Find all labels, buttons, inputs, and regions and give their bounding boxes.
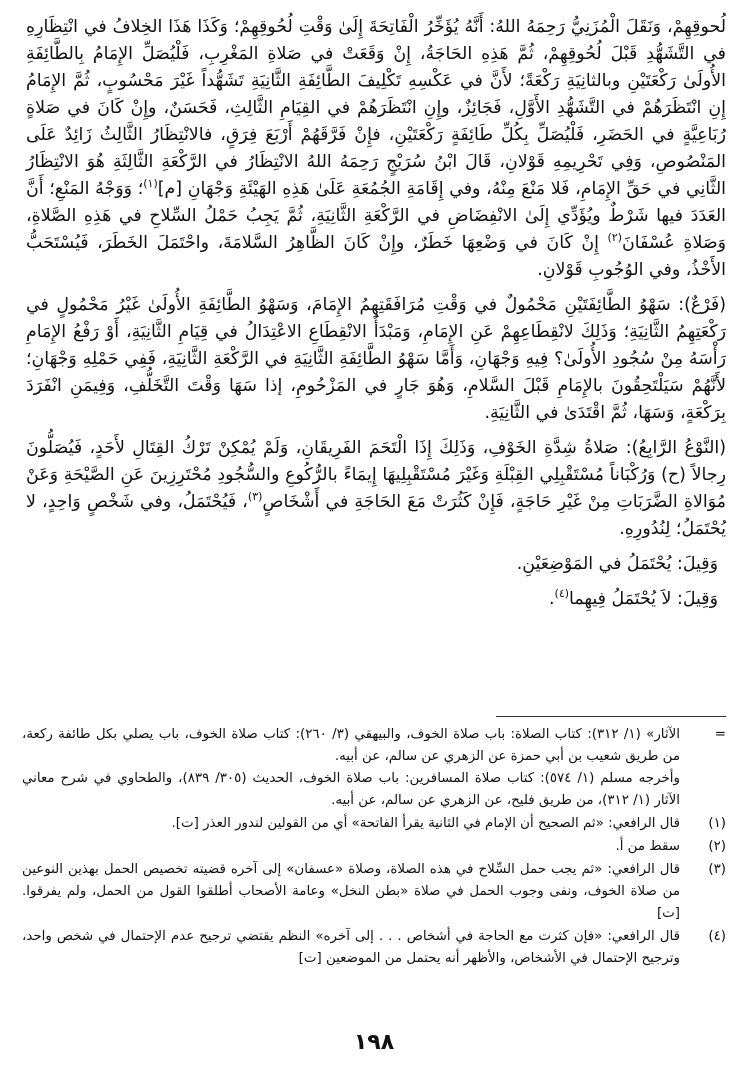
footnote-continuation-text [22, 724, 680, 812]
paragraph-1-text: لُحوقِهِمْ، وَنَقَلَ الْمُزَنِيُّ رَحِمَهُ اللهُ: أَنَّهُ يُؤَخِّرُ الْفَاتِحَةَ إِلَىٰ وَقْتِ لُحُوقِهِمْ؛ وَكَذَا هَذَا الخِلافُ في انْتِظَارِهِ في التَّشَهُّدِ قَبْلَ لُحُوقِهِمْ، ثُمَّ هَذِهِ الحَاجَةُ، إِنْ وَقَعَتْ في صَلاةِ المَغْرِبِ، فَلْيُصَلِّ الإِمَامُ بِالطَّائِفَةِ الأُولَىٰ رَكْعَتَيْنِ وبالثانِيَةِ رَكْعَةً؛ لأَنَّ في عَكْسِهِ تَكْلِيفَ الطَّائِفَةِ الثَّانِيَةِ تَشَهُّداً غَيْرَ مَحْسُوبٍ، ثُمَّ الإِمَامُ إِنِ انْتَظَرَهُمْ في التَّشَهُّدِ الأَوَّلِ، فَجَائِزٌ، وإِنِ انْتَظَرَهُمْ في القِيَامِ الثَّالِثِ، فَحَسَنٌ، وإِنْ كَانَ في صَلاةٍ رُبَاعِيَّةٍ في الحَضَرِ، فَلْيُصَلِّ بِكُلِّ طَائِفَةٍ رَكْعَتَيْنِ، فإِنْ فَرَّقَهُمْ أَرْبَعَ فِرَقٍ، فالانْتِظَارُ الثَّالِثُ زَائِدٌ عَلَى المَنْصُوصِ، وَفِي تَحْرِيمِهِ قَوْلانِ، قَالَ ابْنُ سُرَيْجٍ رَحِمَهُ اللهُ الانْتِظَارُ في الرَّكْعَةِ الثَّالِثَةِ هُوَ الانْتِظَارُ الثَّانِي في حَقِّ الإِمَامِ، فَلا مَنْعَ مِنْهُ، وفي إِقَامَةِ الجُمُعَةِ عَلَىٰ هَذِهِ الهَيْئَةِ وَجْهَانِ [م] [26, 17, 726, 199]
footnote-text: قال الرافعي: «ثم يجب حمل السِّلاح في هذه الصلاة، وصلاة «عسفان» إلى آخره قضيته تخصيص الحمل بهذين النوعين من صلاة الخوف، ونفى وجوب الحمل في صلاة «بطن النخل» وعامة الأصحاب أطلقوا القول من الحمل، ولم يفرقوا. [ت] [22, 862, 680, 921]
main-text [26, 14, 726, 613]
paragraph-3 [26, 435, 726, 543]
footnote-ref-1[interactable]: (١) [143, 177, 158, 191]
paragraph-1 [26, 14, 726, 284]
opinion-line-1: وَقِيلَ: يُحْتَمَلُ في المَوْضِعَيْنِ. [516, 554, 718, 574]
paragraph-3-text-b: ، فَيُحْتَمَلُ، وفي شَخْصٍ وَاحِدٍ، لا يُحْتَمَلُ؛ لِنُدُورِهِ. [26, 492, 726, 539]
footnote-ref-4[interactable]: (٤) [554, 587, 570, 601]
footnote-number: (٤) [708, 929, 726, 944]
footnote-text: قال الرافعي: «فإن كثرت مع الحاجة في أشخاص . . . إلى آخره» النظم يقتضي ترجيح عدم الإحتمال في شخص واحد، وترجيح الإحتمال في الأشخاص، والأظهر أنه يحتمل من الموضعين [ت] [22, 929, 680, 966]
footnote-number: (٣) [708, 862, 726, 877]
footnote-text: سقط من أ. [615, 839, 680, 854]
footnote-text: قال الرافعي: «ثم الصحيح أن الإمام في الثانية يقرأ الفاتحة» أي من القولين لندور العذر [ت]. [171, 816, 680, 831]
footnote-ref-3[interactable]: (٣) [247, 490, 263, 504]
opinion-line-2-end: . [548, 589, 555, 609]
footnote-2 [22, 836, 726, 858]
opinion-line-2 [26, 586, 726, 613]
paragraph-3-text: (النَّوْعُ الرَّابِعُ): صَلاةُ شِدَّةِ الخَوْفِ، وَذَلِكَ إِذَا الْتَحَمَ الفَرِيقَانِ، وَلَمْ يُمْكِنْ تَرْكُ القِتَالِ لأَحَدٍ، فَيُصَلُّونَ رِجالاً (ح) وَرُكْبَاناً مُسْتَقْبِلِي القِبْلَةِ وَغَيْرَ مُسْتَقْبِلِيهَا إِيمَاءً بالرُّكُوعِ والسُّجُودِ مُحْتَرِزِينَ عَنِ الصَّيْحَةِ وَعَنْ مُوَالاةِ الضَّرَبَاتِ مِنْ غَيْرِ حَاجَةٍ، فَإِنْ كَثُرَتْ مَعَ الحَاجَةِ في أَشْخَاصٍ [26, 438, 726, 512]
footnotes [22, 724, 726, 971]
footnote-3 [22, 859, 726, 925]
footnote-divider [496, 716, 726, 717]
opinion-line-2-text: وَقِيلَ: لاَ يُحْتَمَلُ فِيهِما [569, 589, 718, 609]
footnote-ref-2[interactable]: (٢) [607, 231, 623, 245]
continuation-mark: = [714, 727, 726, 742]
footnote-continuation-line-1: الآثار» (١/ ٣١٢): كتاب الصلاة: باب صلاة الخوف، والبيهقي (٣/ ٢٦٠): كتاب صلاة الخوف، باب يصلي بكل طائفة ركعة، من طريق شعيب بن أبي حمزة عن الزهري عن سالم، عن أبيه. [22, 727, 680, 764]
footnote-continuation-line-2: وأخرجه مسلم (١/ ٥٧٤): كتاب صلاة المسافرين: باب صلاة الخوف، الحديث (٣٠٥/ ٨٣٩)، والطحاوي في شرح معاني الآثار (١/ ٣١٢)، من طريق فليح، عن الزهري عن سالم، عن أبيه. [22, 771, 680, 808]
footnote-4 [22, 926, 726, 970]
footnote-number: (١) [708, 816, 726, 831]
footnote-number: (٢) [708, 839, 726, 854]
footnote-1 [22, 813, 726, 835]
footnote-continuation [22, 724, 726, 812]
page-number: ١٩٨ [353, 1030, 395, 1055]
paragraph-1-text-c: إِنْ كَانَ في وَضْعِهَا خَطَرٌ، وإِنْ كَانَ الظَّاهِرُ السَّلامَةَ، واحْتَمَلَ الخَطَرَ، فَيُسْتَحَبُّ الأَخْذُ، وفي الوُجُوبِ قَوْلانِ. [26, 233, 726, 280]
paragraph-2: (فَرْعٌ): سَهْوُ الطَّائِفَتَيْنِ مَحْمُولٌ في وَقْتِ مُرَافَقَتِهِمُ الإِمَامَ، وَسَهْوُ الطَّائِفَةِ الأُولَىٰ غَيْرُ مَحْمُولٍ في رَكْعَتِهِمُ الثَّانِيَةِ؛ وَذَلِكَ لانْقِطَاعِهِمْ عَنِ الإِمَامِ، وَمَبْدَأُ الانْقِطَاعِ الاعْتِدَالُ في قِيَامِ الثَّانِيَةِ، أَوْ رَفْعُ الإِمَامِ رَأْسَهُ مِنْ سُجُودِ الأُولَىٰ؟ فِيهِ وَجْهَانِ، وَأَمَّا سَهْوُ الطَّائِفَةِ الثَّانِيَةِ في الرَّكْعَةِ الثَّانِيَةِ، فَفِي حَمْلِهِ وَجْهَانِ؛ لأَنَّهُمْ سَيَلْتَحِقُونَ بالإِمَامِ قَبْلَ السَّلامِ، وَهُوَ جَارٍ في المَزْحُومِ، إذا سَهَا وَقْتَ التَّخَلُّفِ، وَفِيمَنِ انْفَرَدَ بِرَكْعَةٍ، وَسَهَا، ثُمَّ اقْتَدَىٰ في الثَّانِيَةِ. [26, 295, 726, 423]
paragraph-1-text-b: ؛ وَوَجْهُ المَنْعِ؛ أَنَّ العَدَدَ فيها شَرْطٌ ويُؤَدِّي إِلَىٰ الانْفِضَاضِ في الرَّكْعَةِ الثَّانِيَةِ، ثُمَّ يَجِبُ حَمْلُ السِّلاحِ في هَذِهِ الصَّلاةِ، وَصَلاةِ عُسْفَانَ [26, 179, 726, 253]
